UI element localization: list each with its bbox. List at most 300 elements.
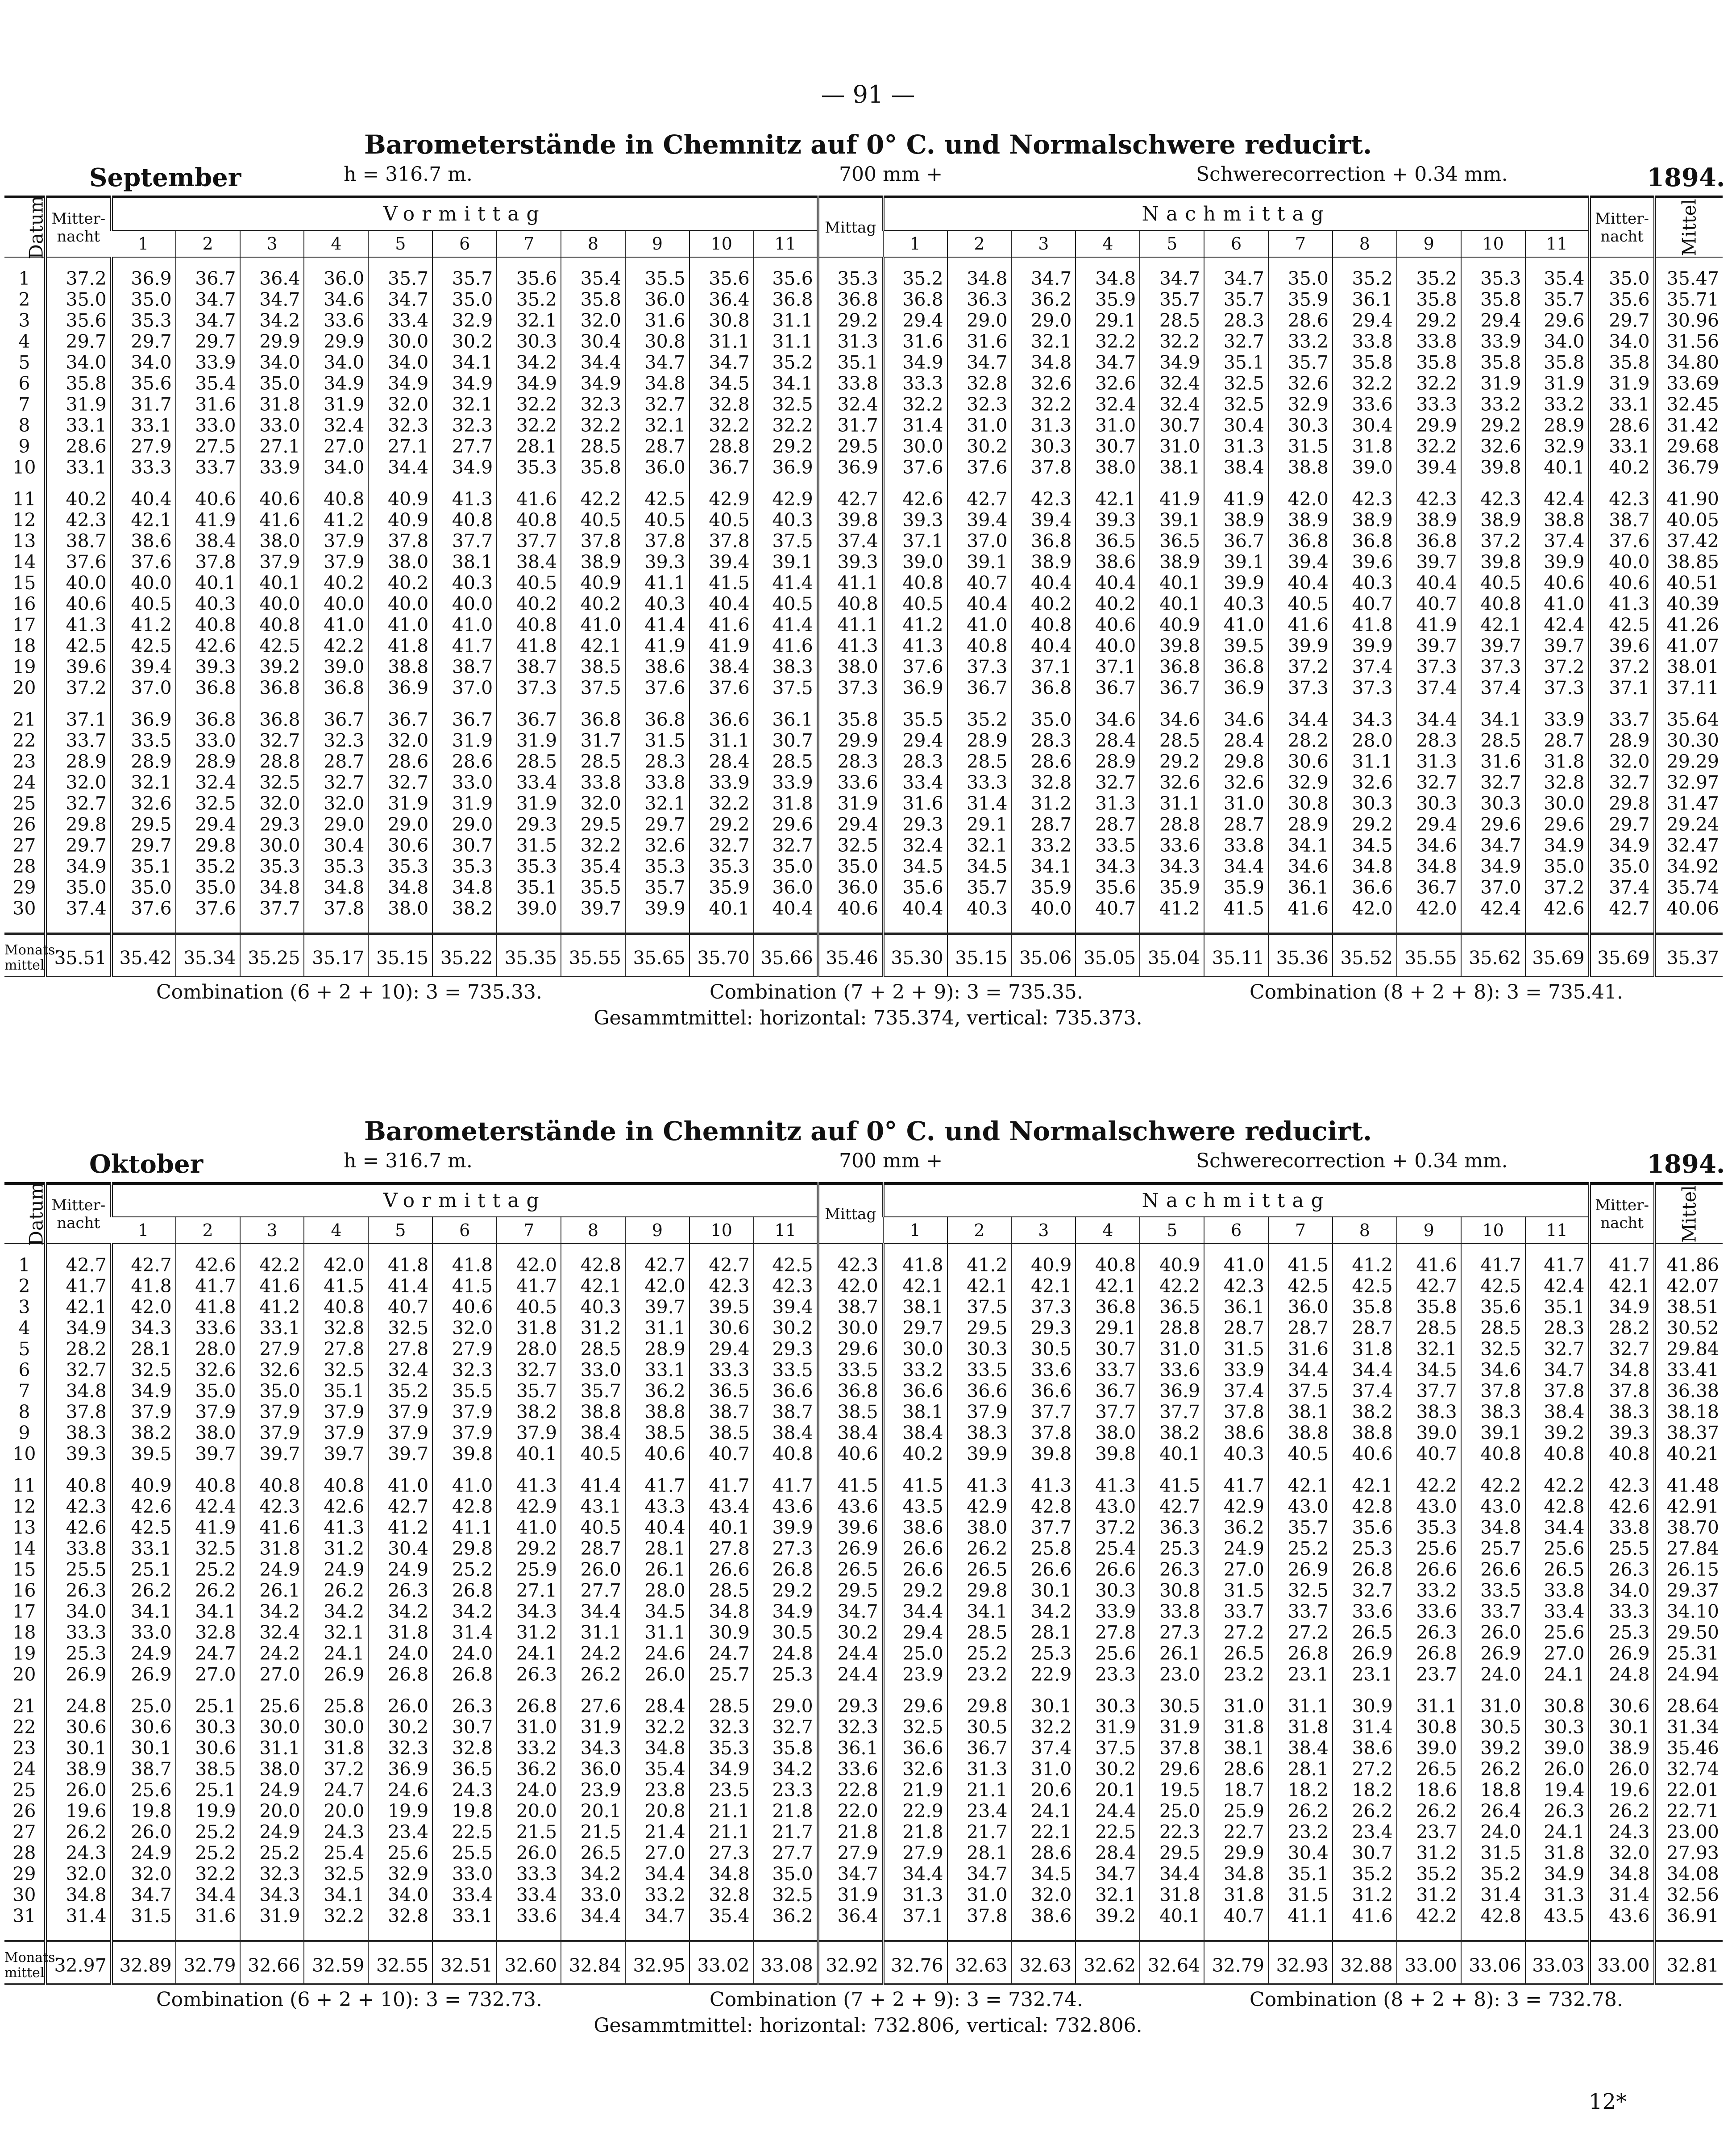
value-cell: 41.2 (368, 1517, 432, 1538)
value-cell: 42.4 (1525, 1276, 1590, 1297)
value-cell: 40.1 (240, 573, 304, 594)
table-row (4, 1864, 1723, 1885)
value-cell: 29.0 (432, 814, 497, 835)
value-cell: 24.3 (304, 1822, 368, 1843)
value-cell: 33.7 (176, 457, 240, 478)
value-cell: 41.5 (304, 1276, 368, 1297)
value-cell: 27.9 (240, 1339, 304, 1360)
value-cell: 36.7 (689, 457, 754, 478)
value-cell: 34.1 (1461, 699, 1525, 730)
value-cell: 37.7 (432, 531, 497, 552)
value-cell: 41.5 (1268, 1244, 1333, 1276)
value-cell: 41.2 (112, 615, 176, 636)
value-cell: 29.2 (497, 1538, 561, 1559)
value-cell: 30.7 (1076, 436, 1140, 457)
value-cell: 39.0 (1397, 1423, 1461, 1444)
value-cell: 41.1 (1268, 1906, 1333, 1941)
value-cell: 36.0 (818, 877, 883, 898)
value-cell: 37.42 (1655, 531, 1723, 552)
value-cell: 42.7 (818, 478, 883, 510)
table-row (4, 510, 1723, 531)
value-cell: 23.2 (1268, 1822, 1333, 1843)
value-cell: 42.07 (1655, 1276, 1723, 1297)
value-cell: 24.1 (1525, 1822, 1590, 1843)
value-cell: 26.5 (947, 1559, 1012, 1580)
value-cell: 32.2 (883, 394, 947, 415)
value-cell: 34.6 (1076, 699, 1140, 730)
value-cell: 27.7 (432, 436, 497, 457)
value-cell: 29.1 (947, 814, 1012, 835)
value-cell: 26.5 (1204, 1643, 1268, 1664)
value-cell: 41.9 (625, 636, 689, 657)
value-cell: 40.6 (1590, 573, 1655, 594)
value-cell: 38.18 (1655, 1402, 1723, 1423)
value-cell: 21.7 (754, 1822, 818, 1843)
hour-header-am: 4 (304, 230, 368, 257)
value-cell: 30.0 (240, 1717, 304, 1738)
value-cell: 41.4 (368, 1276, 432, 1297)
value-cell: 34.8 (625, 373, 689, 394)
value-cell: 31.1 (625, 1622, 689, 1643)
table-row (4, 1402, 1723, 1423)
value-cell: 32.1 (947, 835, 1012, 856)
value-cell: 25.7 (1461, 1538, 1525, 1559)
value-cell: 42.2 (1397, 1906, 1461, 1941)
value-cell: 32.5 (883, 1717, 947, 1738)
value-cell: 33.8 (818, 373, 883, 394)
value-cell: 30.2 (432, 331, 497, 352)
value-cell: 39.9 (1333, 636, 1397, 657)
value-cell: 19.4 (1525, 1780, 1590, 1801)
value-cell: 25.2 (947, 1643, 1012, 1664)
value-cell: 38.4 (561, 1423, 625, 1444)
value-cell: 38.9 (1011, 552, 1076, 573)
value-cell: 40.8 (883, 573, 947, 594)
value-cell: 34.0 (46, 352, 112, 373)
value-cell: 41.1 (625, 573, 689, 594)
value-cell: 40.6 (625, 1444, 689, 1465)
value-cell: 31.6 (1461, 751, 1525, 772)
value-cell: 37.8 (689, 531, 754, 552)
hour-header-am: 9 (625, 1217, 689, 1244)
value-cell: 33.5 (112, 730, 176, 751)
value-cell: 32.1 (1011, 331, 1076, 352)
value-cell: 40.7 (1204, 1906, 1268, 1941)
value-cell: 26.0 (1590, 1759, 1655, 1780)
table-row (4, 877, 1723, 898)
value-cell: 28.2 (1590, 1318, 1655, 1339)
value-cell: 27.1 (368, 436, 432, 457)
value-cell: 36.7 (1397, 877, 1461, 898)
year-label: 1894. (1647, 1149, 1725, 1179)
value-cell: 26.3 (497, 1664, 561, 1685)
value-cell: 34.4 (1140, 1864, 1204, 1885)
value-cell: 26.0 (46, 1780, 112, 1801)
day-cell: 15 (12, 572, 36, 594)
value-cell: 41.8 (1333, 615, 1397, 636)
value-cell: 40.3 (176, 594, 240, 615)
value-cell: 35.8 (1397, 352, 1461, 373)
value-cell: 26.8 (368, 1664, 432, 1685)
value-cell: 29.2 (1333, 814, 1397, 835)
value-cell: 41.8 (176, 1297, 240, 1318)
value-cell: 34.3 (497, 1601, 561, 1622)
value-cell: 37.8 (1590, 1381, 1655, 1402)
value-cell: 40.4 (112, 478, 176, 510)
value-cell: 35.0 (432, 289, 497, 310)
value-cell: 39.8 (1461, 457, 1525, 478)
value-cell: 40.8 (497, 615, 561, 636)
value-cell: 41.8 (497, 636, 561, 657)
value-cell: 25.0 (1140, 1801, 1204, 1822)
value-cell: 29.2 (818, 310, 883, 331)
value-cell: 25.5 (1590, 1538, 1655, 1559)
value-cell: 30.4 (561, 331, 625, 352)
value-cell: 32.7 (46, 793, 112, 814)
value-cell: 32.7 (240, 730, 304, 751)
value-cell: 43.0 (1461, 1496, 1525, 1517)
value-cell: 30.4 (1333, 415, 1397, 436)
value-cell: 25.6 (1525, 1622, 1590, 1643)
monthly-mean-cell: 32.88 (1333, 1941, 1397, 1984)
value-cell: 35.1 (1204, 352, 1268, 373)
value-cell: 27.7 (754, 1843, 818, 1864)
value-cell: 32.2 (1140, 331, 1204, 352)
hour-header-am: 4 (304, 1217, 368, 1244)
value-cell: 26.2 (304, 1580, 368, 1601)
value-cell: 31.1 (689, 730, 754, 751)
value-cell: 28.8 (1140, 1318, 1204, 1339)
monthly-mean-cell: 35.69 (1525, 934, 1590, 977)
value-cell: 35.0 (112, 877, 176, 898)
value-cell: 29.0 (754, 1685, 818, 1717)
value-cell: 39.1 (754, 552, 818, 573)
value-cell: 39.7 (304, 1444, 368, 1465)
day-cell: 5 (18, 1338, 30, 1360)
value-cell: 27.8 (368, 1339, 432, 1360)
value-cell: 25.2 (240, 1843, 304, 1864)
header-mittag: Mittag (818, 197, 883, 257)
value-cell: 30.3 (1333, 793, 1397, 814)
value-cell: 21.1 (947, 1780, 1012, 1801)
value-cell: 40.1 (1525, 457, 1590, 478)
value-cell: 32.3 (368, 415, 432, 436)
value-cell: 24.7 (689, 1643, 754, 1664)
value-cell: 34.6 (1461, 1360, 1525, 1381)
monthly-mean-cell: 32.89 (112, 1941, 176, 1984)
value-cell: 34.1 (1011, 856, 1076, 877)
value-cell: 36.1 (1333, 289, 1397, 310)
value-cell: 34.2 (561, 1864, 625, 1885)
value-cell: 36.3 (947, 289, 1012, 310)
value-cell: 37.3 (947, 657, 1012, 678)
value-cell: 25.3 (1333, 1538, 1397, 1559)
value-cell: 35.9 (1076, 289, 1140, 310)
header-mittel (1655, 197, 1723, 257)
value-cell: 36.7 (304, 699, 368, 730)
value-cell: 33.9 (689, 772, 754, 793)
table-row (4, 457, 1723, 478)
value-cell: 42.0 (1397, 898, 1461, 934)
value-cell: 33.6 (1333, 1601, 1397, 1622)
value-cell: 32.1 (1076, 1885, 1140, 1906)
value-cell: 31.0 (1140, 436, 1204, 457)
page-number: — 91 — (821, 80, 915, 108)
value-cell: 35.3 (1461, 257, 1525, 289)
value-cell: 31.0 (1204, 793, 1268, 814)
value-cell: 37.6 (112, 552, 176, 573)
value-cell: 38.9 (561, 552, 625, 573)
value-cell: 28.1 (947, 1843, 1012, 1864)
value-cell: 37.9 (112, 1402, 176, 1423)
value-cell: 32.8 (1525, 772, 1590, 793)
value-cell: 32.2 (625, 1717, 689, 1738)
value-cell: 42.4 (1461, 898, 1525, 934)
value-cell: 34.8 (689, 1601, 754, 1622)
value-cell: 42.5 (1333, 1276, 1397, 1297)
value-cell: 31.5 (625, 730, 689, 751)
value-cell: 40.7 (1076, 898, 1140, 934)
value-cell: 28.9 (112, 751, 176, 772)
value-cell: 26.2 (1461, 1759, 1525, 1780)
value-cell: 39.8 (1461, 552, 1525, 573)
value-cell: 38.4 (176, 531, 240, 552)
value-cell: 35.6 (112, 373, 176, 394)
value-cell: 33.1 (240, 1318, 304, 1339)
value-cell: 31.2 (1011, 793, 1076, 814)
value-cell: 41.3 (432, 478, 497, 510)
value-cell: 28.5 (689, 1685, 754, 1717)
value-cell: 31.6 (176, 394, 240, 415)
value-cell: 38.3 (1590, 1402, 1655, 1423)
monthly-mean-cell: 32.79 (176, 1941, 240, 1984)
value-cell: 31.7 (818, 415, 883, 436)
value-cell: 30.3 (176, 1717, 240, 1738)
value-cell: 30.8 (1140, 1580, 1204, 1601)
value-cell: 29.5 (818, 1580, 883, 1601)
value-cell: 31.8 (1204, 1717, 1268, 1738)
value-cell: 32.3 (240, 1864, 304, 1885)
hour-header-am: 6 (432, 1217, 497, 1244)
value-cell: 28.5 (1140, 730, 1204, 751)
value-cell: 42.7 (1140, 1496, 1204, 1517)
value-cell: 36.8 (1268, 531, 1333, 552)
value-cell: 30.3 (1268, 415, 1333, 436)
table-row (4, 1297, 1723, 1318)
table-row (4, 373, 1723, 394)
value-cell: 41.1 (818, 573, 883, 594)
value-cell: 34.8 (1204, 1864, 1268, 1885)
value-cell: 31.3 (1076, 793, 1140, 814)
value-cell: 32.6 (112, 793, 176, 814)
value-cell: 30.8 (625, 331, 689, 352)
value-cell: 29.2 (754, 436, 818, 457)
value-cell: 34.3 (1140, 856, 1204, 877)
value-cell: 38.3 (46, 1423, 112, 1444)
value-cell: 34.8 (689, 1864, 754, 1885)
value-cell: 32.0 (368, 394, 432, 415)
day-cell: 1 (18, 1254, 30, 1276)
value-cell: 22.7 (1204, 1822, 1268, 1843)
value-cell: 41.0 (368, 615, 432, 636)
value-cell: 35.8 (1525, 352, 1590, 373)
value-cell: 42.1 (1268, 1465, 1333, 1496)
day-cell: 29 (12, 1863, 36, 1885)
value-cell: 33.6 (304, 310, 368, 331)
value-cell: 26.2 (947, 1538, 1012, 1559)
value-cell: 30.4 (304, 835, 368, 856)
value-cell: 38.5 (818, 1402, 883, 1423)
value-cell: 32.1 (1397, 1339, 1461, 1360)
value-cell: 33.3 (689, 1360, 754, 1381)
value-cell: 28.7 (1268, 1318, 1333, 1339)
value-cell: 33.6 (818, 1759, 883, 1780)
value-cell: 33.8 (1590, 1517, 1655, 1538)
value-cell: 18.2 (1268, 1780, 1333, 1801)
value-cell: 27.93 (1655, 1843, 1723, 1864)
value-cell: 23.9 (561, 1780, 625, 1801)
monthly-mean-cell: 35.55 (561, 934, 625, 977)
value-cell: 27.0 (240, 1664, 304, 1685)
value-cell: 29.8 (46, 814, 112, 835)
value-cell: 38.0 (368, 898, 432, 934)
value-cell: 34.3 (112, 1318, 176, 1339)
value-cell: 40.6 (1525, 573, 1590, 594)
value-cell: 36.8 (1140, 657, 1204, 678)
value-cell: 38.0 (947, 1517, 1012, 1538)
value-cell: 34.0 (46, 1601, 112, 1622)
value-cell: 30.0 (1525, 793, 1590, 814)
value-cell: 26.8 (1333, 1559, 1397, 1580)
value-cell: 24.9 (368, 1559, 432, 1580)
value-cell: 36.1 (1204, 1297, 1268, 1318)
hour-header-pm: 5 (1140, 230, 1204, 257)
value-cell: 31.7 (112, 394, 176, 415)
value-cell: 40.5 (1268, 1444, 1333, 1465)
value-cell: 41.9 (176, 510, 240, 531)
value-cell: 37.2 (304, 1759, 368, 1780)
footer-mark: 12* (1589, 2089, 1627, 2114)
value-cell: 38.3 (1461, 1402, 1525, 1423)
hour-header-pm: 11 (1525, 1217, 1590, 1244)
value-cell: 43.6 (754, 1496, 818, 1517)
value-cell: 40.4 (754, 898, 818, 934)
monthly-mean-cell: 32.63 (947, 1941, 1012, 1984)
value-cell: 41.9 (1140, 478, 1204, 510)
value-cell: 29.3 (1011, 1318, 1076, 1339)
value-cell: 22.5 (1076, 1822, 1140, 1843)
table-row (4, 751, 1723, 772)
value-cell: 34.1 (112, 1601, 176, 1622)
value-cell: 30.5 (1140, 1685, 1204, 1717)
value-cell: 29.4 (883, 310, 947, 331)
value-cell: 24.9 (240, 1822, 304, 1843)
value-cell: 34.8 (947, 257, 1012, 289)
value-cell: 32.9 (368, 1864, 432, 1885)
value-cell: 26.2 (1590, 1801, 1655, 1822)
value-cell: 28.7 (561, 1538, 625, 1559)
day-cell: 8 (18, 1401, 30, 1423)
value-cell: 42.5 (112, 636, 176, 657)
header-mittag: Mittag (818, 1183, 883, 1244)
value-cell: 34.0 (240, 352, 304, 373)
value-cell: 41.2 (1140, 898, 1204, 934)
value-cell: 36.8 (883, 289, 947, 310)
value-cell: 39.0 (304, 657, 368, 678)
value-cell: 31.8 (497, 1318, 561, 1339)
value-cell: 37.11 (1655, 678, 1723, 699)
day-cell: 29 (12, 877, 36, 898)
month-label: Oktober (89, 1149, 204, 1179)
value-cell: 33.5 (1461, 1580, 1525, 1601)
value-cell: 31.6 (883, 331, 947, 352)
value-cell: 35.6 (46, 310, 112, 331)
value-cell: 37.7 (497, 531, 561, 552)
value-cell: 24.0 (368, 1643, 432, 1664)
value-cell: 41.9 (176, 1517, 240, 1538)
value-cell: 31.1 (1333, 751, 1397, 772)
value-cell: 24.4 (1076, 1801, 1140, 1822)
value-cell: 42.3 (754, 1276, 818, 1297)
value-cell: 39.3 (1590, 1423, 1655, 1444)
value-cell: 42.5 (754, 1244, 818, 1276)
value-cell: 40.5 (561, 1517, 625, 1538)
hour-header-am: 9 (625, 230, 689, 257)
value-cell: 32.5 (368, 1318, 432, 1339)
day-cell: 11 (12, 488, 36, 510)
value-cell: 33.3 (497, 1864, 561, 1885)
value-cell: 36.0 (625, 457, 689, 478)
value-cell: 28.5 (1461, 730, 1525, 751)
value-cell: 23.4 (368, 1822, 432, 1843)
value-cell: 30.5 (1011, 1339, 1076, 1360)
monthly-mean-cell: 32.93 (1268, 1941, 1333, 1984)
value-cell: 26.8 (497, 1685, 561, 1717)
day-cell: 24 (12, 772, 36, 793)
combination-value: Combination (8 + 2 + 8): 3 = 735.41. (1250, 981, 1623, 1004)
value-cell: 40.1 (689, 1517, 754, 1538)
value-cell: 35.6 (1461, 1297, 1525, 1318)
value-cell: 25.1 (176, 1685, 240, 1717)
value-cell: 42.1 (1076, 478, 1140, 510)
value-cell: 40.0 (46, 573, 112, 594)
value-cell: 26.6 (1397, 1559, 1461, 1580)
value-cell: 35.8 (561, 289, 625, 310)
value-cell: 20.1 (1076, 1780, 1140, 1801)
value-cell: 32.6 (240, 1360, 304, 1381)
value-cell: 40.2 (561, 594, 625, 615)
gesammtmittel-line: Gesammtmittel: horizontal: 735.374, vertical: 735.373. (594, 1007, 1142, 1029)
value-cell: 36.2 (497, 1759, 561, 1780)
value-cell: 40.2 (1076, 594, 1140, 615)
value-cell: 24.4 (818, 1664, 883, 1685)
value-cell: 34.9 (1140, 352, 1204, 373)
value-cell: 38.70 (1655, 1517, 1723, 1538)
value-cell: 29.6 (1525, 814, 1590, 835)
hour-header-am: 3 (240, 1217, 304, 1244)
value-cell: 41.5 (818, 1465, 883, 1496)
value-cell: 35.2 (497, 289, 561, 310)
value-cell: 39.4 (1397, 457, 1461, 478)
value-cell: 30.3 (1397, 793, 1461, 814)
value-cell: 32.4 (883, 835, 947, 856)
value-cell: 42.6 (883, 478, 947, 510)
value-cell: 35.3 (497, 457, 561, 478)
value-cell: 34.8 (1397, 856, 1461, 877)
value-cell: 39.8 (432, 1444, 497, 1465)
table-row (4, 1738, 1723, 1759)
value-cell: 42.3 (1011, 478, 1076, 510)
